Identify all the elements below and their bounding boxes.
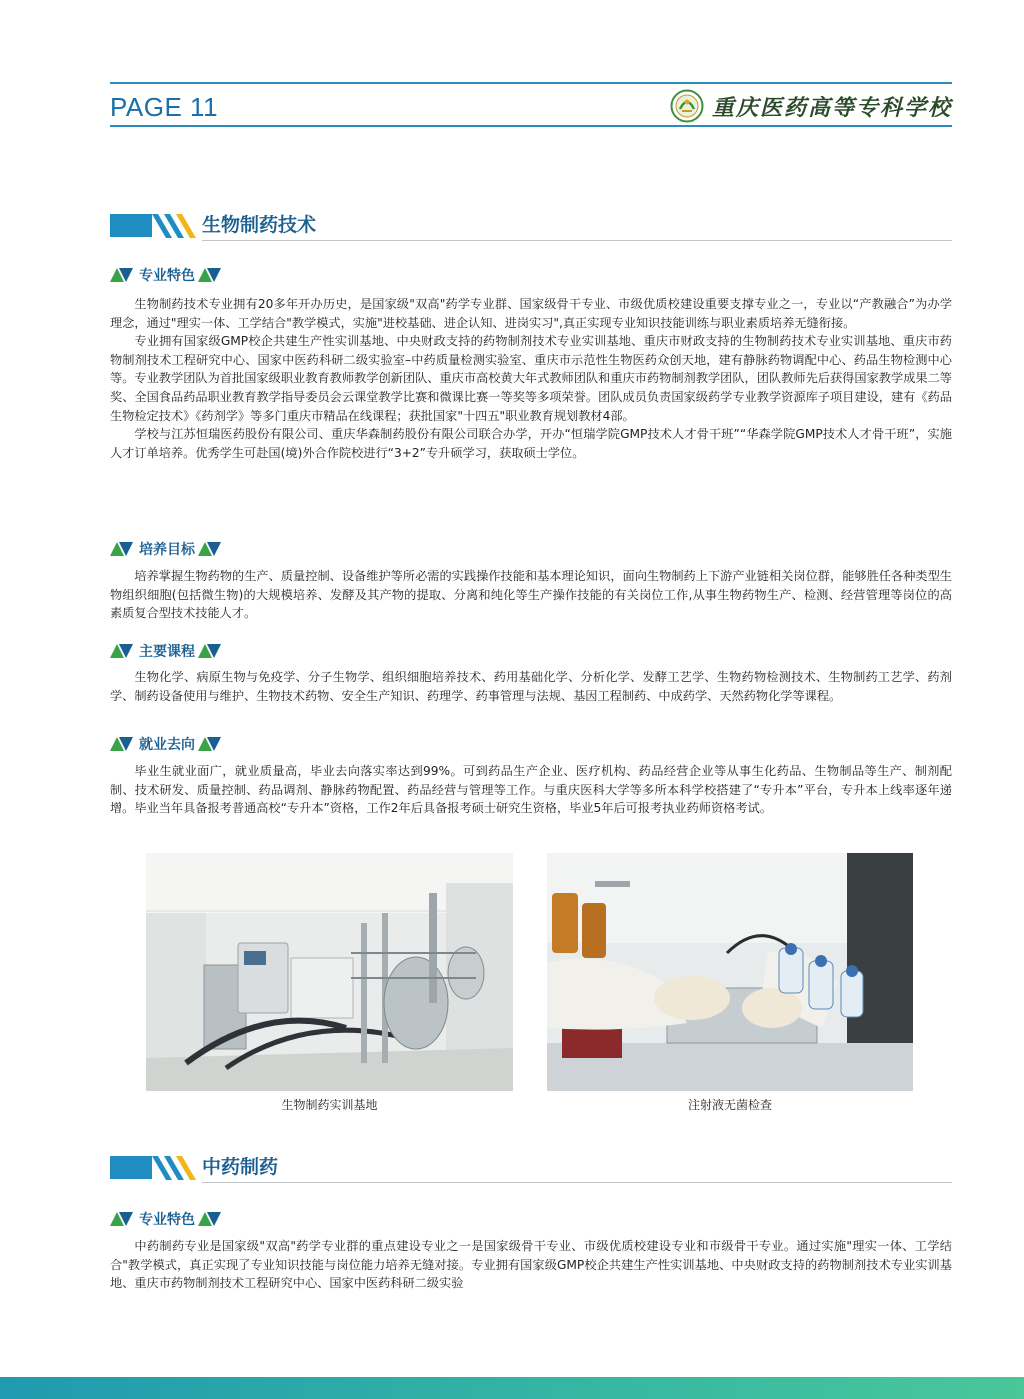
triangle-left-icon	[110, 737, 136, 751]
triangle-right-icon	[198, 1212, 224, 1226]
subheading-features-tcm: 专业特色	[110, 1210, 224, 1228]
photo-caption: 注射液无菌检查	[687, 1098, 772, 1112]
subheading-courses: 主要课程	[110, 642, 224, 660]
photo-training-base	[146, 853, 513, 1091]
header-bottom-rule	[110, 125, 952, 127]
subheading-goals: 培养目标	[110, 540, 224, 558]
triangle-left-icon	[110, 268, 136, 282]
section-title-biopharma: 生物制药技术	[110, 212, 952, 240]
photo-caption: 生物制药实训基地	[281, 1098, 378, 1112]
page-number: PAGE 11	[110, 92, 219, 122]
paragraph: 生物制药技术专业拥有20多年开办历史，是国家级"双高"药学专业群、国家级骨干专业、市级优质校建设重要支撑专业之一，专业以“产教融合”为办学理念，通过"理实一体、工学结合"教学模式，实施"进校基础、进企认知、进岗实习",真正实现专业知识技能训练与职业素质培养无缝衔接。	[110, 297, 952, 330]
features-paragraph-group	[110, 295, 952, 462]
slash-decoration-icon	[150, 1154, 202, 1182]
triangle-right-icon	[198, 644, 224, 658]
footer-band	[0, 1377, 1024, 1399]
subheading-features: 专业特色	[110, 266, 224, 284]
school-brand	[670, 86, 952, 126]
triangle-left-icon	[110, 1212, 136, 1226]
school-name: 重庆医药高等专科学校	[711, 94, 952, 121]
slash-decoration-icon	[150, 212, 202, 240]
paragraph: 专业拥有国家级GMP校企共建生产性实训基地、中央财政支持的药物制剂技术专业实训基地、重庆市财政支持的生物制药技术专业实训基地、重庆市药物制剂技术工程研究中心、国家中医药科研二级实验室–中药质量检测实验室、重庆市示范性生物医药众创天地，建有静脉药物调配中心、药品生物检测中心等。专业教学团队为首批国家级职业教育教师教学创新团队、重庆市高校黄大年式教师团队和重庆市药物制剂教学团队，团队教师先后获得国家教学成果二等奖、全国食品药品职业教育教学指导委员会云课堂教学比赛和微课比赛一等奖等多项荣誉。团队成员负责国家级药学专业教学资源库子项目建设，建有《药品生物检定技术》《药剂学》等多门重庆市精品在线课程；获批国家"十四五"职业教育规划教材4部。	[110, 334, 952, 423]
triangle-left-icon	[110, 644, 136, 658]
triangle-right-icon	[198, 268, 224, 282]
goals-paragraph: 培养掌握生物药物的生产、质量控制、设备维护等所必需的实践操作技能和基本理论知识，面向生物制药上下游产业链相关岗位群，能够胜任各种类型生物组织细胞(包括微生物)的大规模培养、发酵及其产物的提取、分离和纯化等生产操作技能的有关岗位工作,从事生物药物生产、检测、经营管理等岗位的高素质复合型技术技能人才。	[110, 569, 952, 621]
tcm-features-paragraph: 中药制药专业是国家级"双高"药学专业群的重点建设专业之一是国家级骨干专业、市级优质校建设专业和市级骨干专业。通过实施"理实一体、工学结合"教学模式，真正实现了专业知识技能与岗位能力培养无缝对接。专业拥有国家级GMP校企共建生产性实训基地、中央财政支持的药物制剂技术专业实训基地、重庆市药物制剂技术工程研究中心、国家中医药科研二级实验	[110, 1239, 952, 1291]
paragraph: 学校与江苏恒瑞医药股份有限公司、重庆华森制药股份有限公司联合办学，开办“恒瑞学院GMP技术人才骨干班”“华森学院GMP技术人才骨干班”，实施人才订单培养。优秀学生可赴国(境)外合作院校进行“3+2”专升硕学习，获取硕士学位。	[110, 427, 952, 460]
triangle-right-icon	[198, 542, 224, 556]
triangle-left-icon	[110, 542, 136, 556]
photo-sterility-test	[547, 853, 913, 1091]
school-emblem-icon	[670, 89, 704, 123]
subheading-employment: 就业去向	[110, 735, 224, 753]
section-title-tcm-pharma: 中药制药	[110, 1154, 952, 1182]
employment-paragraph: 毕业生就业面广，就业质量高，毕业去向落实率达到99%。可到药品生产企业、医疗机构、药品经营企业等从事生化药品、生物制品等生产、制剂配制、技术研发、质量控制、药品调剂、静脉药物配置、药品经营与管理等工作。与重庆医科大学等多所本科学校搭建了“专升本”平台，专升本上线率逐年递增。毕业当年具备报考普通高校“专升本”资格，工作2年后具备报考硕士研究生资格，毕业5年后可报考执业药师资格考试。	[110, 764, 952, 816]
header-top-rule	[110, 82, 952, 84]
courses-paragraph: 生物化学、病原生物与免疫学、分子生物学、组织细胞培养技术、药用基础化学、分析化学、发酵工艺学、生物药物检测技术、生物制药工艺学、药剂学、制药设备使用与维护、生物技术药物、安全生产知识、药理学、药事管理与法规、基因工程制药、中成药学、天然药物化学等课程。	[110, 670, 952, 703]
triangle-right-icon	[198, 737, 224, 751]
